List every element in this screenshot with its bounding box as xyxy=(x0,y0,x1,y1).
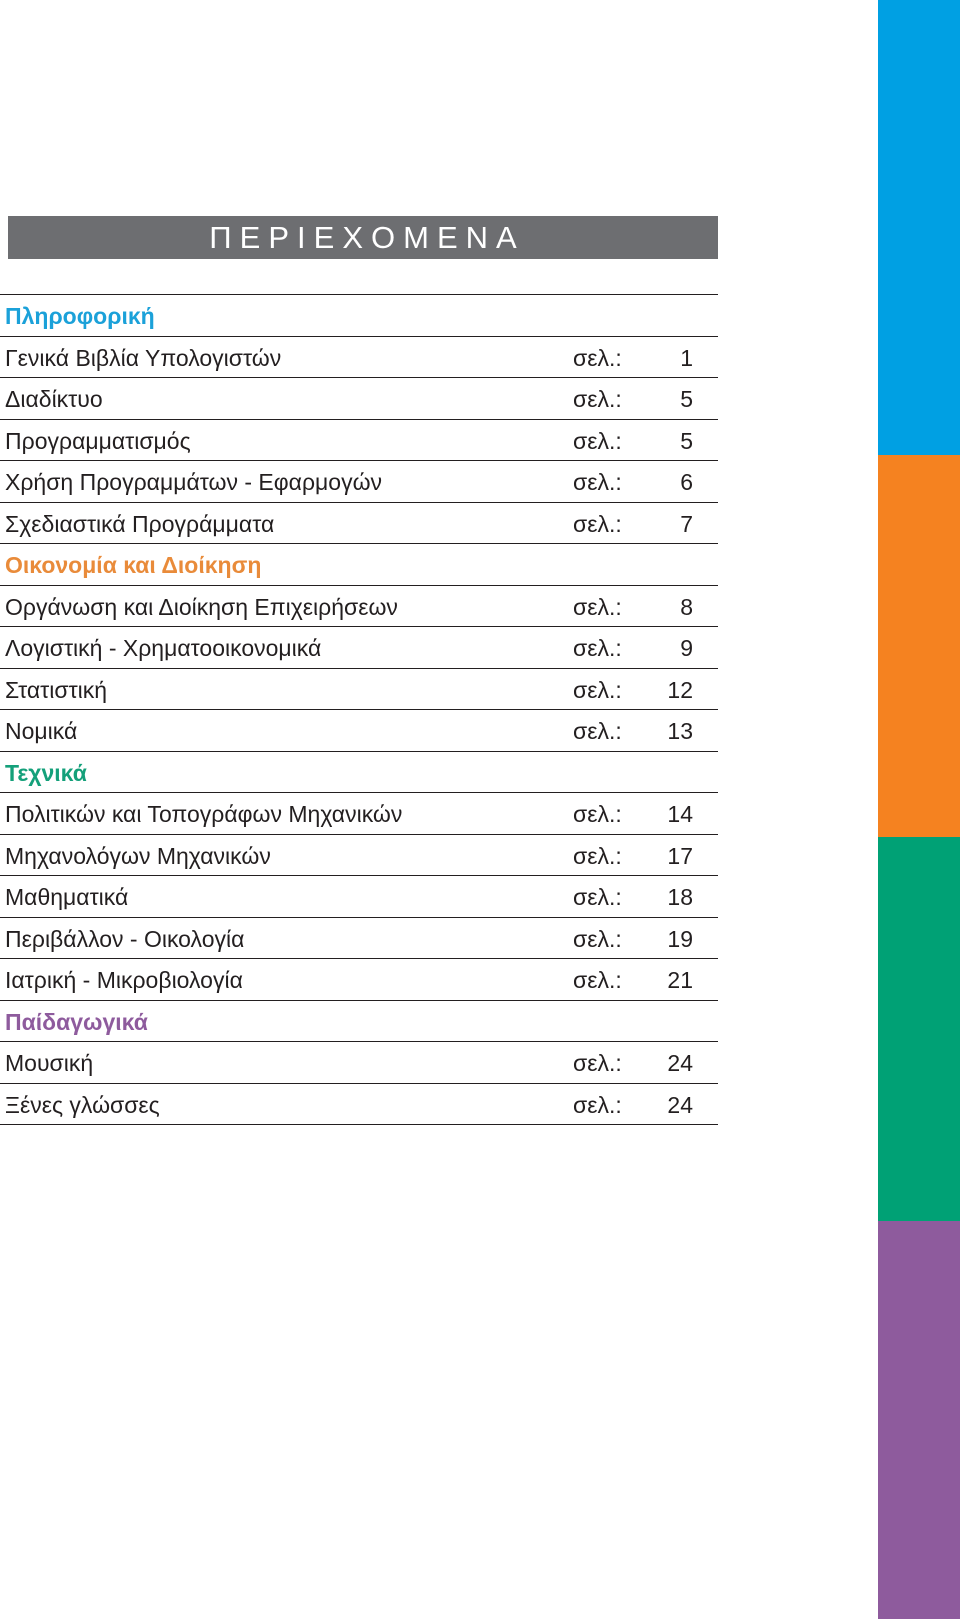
green-section-tab xyxy=(878,837,960,1221)
page-prefix: σελ.: xyxy=(573,427,622,454)
page-prefix: σελ.: xyxy=(573,718,622,744)
toc-entry-label: Νομικά xyxy=(5,718,78,744)
page-number: 18 xyxy=(667,884,693,910)
section-heading xyxy=(0,544,718,586)
page-prefix: σελ.: xyxy=(573,593,622,620)
page-number: 12 xyxy=(667,676,693,703)
page-prefix: σελ.: xyxy=(573,801,622,827)
toc-entry-label: Λογιστική - Χρηματοοικονομικά xyxy=(5,635,322,661)
page-prefix: σελ.: xyxy=(573,510,622,537)
page-prefix: σελ.: xyxy=(573,344,622,371)
section-heading-label: Τεχνικά xyxy=(5,759,87,786)
page-number: 5 xyxy=(680,427,693,454)
toc-entry-label: Μουσική xyxy=(5,1050,94,1076)
page-number: 19 xyxy=(667,925,693,952)
section-heading-label: Οικονομία και Διοίκηση xyxy=(5,552,262,578)
toc-entry[interactable] xyxy=(0,710,718,752)
page-number: 24 xyxy=(667,1091,693,1118)
page-number: 7 xyxy=(680,510,693,537)
toc-entry[interactable] xyxy=(0,1084,718,1126)
toc-entry-label: Μηχανολόγων Μηχανικών xyxy=(5,842,271,869)
toc-entry-label: Γενικά Βιβλία Υπολογιστών xyxy=(5,344,282,371)
toc-entry[interactable] xyxy=(0,918,718,960)
page-prefix: σελ.: xyxy=(573,1091,622,1118)
section-heading-label: Πληροφορική xyxy=(5,303,155,329)
toc-entry[interactable] xyxy=(0,835,718,877)
toc-entry-label: Προγραμματισμός xyxy=(5,427,191,454)
page-prefix: σελ.: xyxy=(573,386,622,412)
orange-section-tab xyxy=(878,455,960,837)
page-number: 21 xyxy=(667,967,693,993)
page-number: 1 xyxy=(680,344,693,371)
section-heading xyxy=(0,752,718,794)
page-prefix: σελ.: xyxy=(573,1050,622,1076)
toc-entry-label: Ξένες γλώσσες xyxy=(5,1091,160,1118)
page-number: 8 xyxy=(680,593,693,620)
toc-entry-label: Περιβάλλον - Οικολογία xyxy=(5,925,245,952)
page-number: 17 xyxy=(667,842,693,869)
toc-entry[interactable] xyxy=(0,793,718,835)
toc-entry[interactable] xyxy=(0,959,718,1001)
toc-entry-label: Σχεδιαστικά Προγράμματα xyxy=(5,510,275,537)
page-prefix: σελ.: xyxy=(573,676,622,703)
page-prefix: σελ.: xyxy=(573,884,622,910)
title-bar xyxy=(8,216,718,259)
toc-entry[interactable] xyxy=(0,378,718,420)
page-prefix: σελ.: xyxy=(573,925,622,952)
toc-entry[interactable] xyxy=(0,876,718,918)
page-number: 14 xyxy=(667,801,693,827)
color-tab-sidebar xyxy=(878,0,960,1619)
section-heading-label: Παίδαγωγικά xyxy=(5,1008,148,1035)
toc-entry-label: Ιατρική - Μικροβιολογία xyxy=(5,967,243,993)
page-prefix: σελ.: xyxy=(573,967,622,993)
toc-list xyxy=(0,294,718,1125)
page-prefix: σελ.: xyxy=(573,469,622,495)
page-number: 5 xyxy=(680,386,693,412)
page-number: 13 xyxy=(667,718,693,744)
toc-entry[interactable] xyxy=(0,627,718,669)
toc-entry[interactable] xyxy=(0,669,718,711)
toc-entry-label: Οργάνωση και Διοίκηση Επιχειρήσεων xyxy=(5,593,398,620)
toc-entry[interactable] xyxy=(0,1042,718,1084)
toc-entry[interactable] xyxy=(0,461,718,503)
toc-entry-label: Μαθηματικά xyxy=(5,884,129,910)
toc-entry-label: Χρήση Προγραμμάτων - Εφαρμογών xyxy=(5,469,383,495)
toc-entry[interactable] xyxy=(0,337,718,379)
page-prefix: σελ.: xyxy=(573,842,622,869)
page-title: ΠΕΡΙΕΧΟΜΕΝΑ xyxy=(209,219,525,255)
toc-entry-label: Διαδίκτυο xyxy=(5,386,103,412)
toc-entry[interactable] xyxy=(0,420,718,462)
toc-entry[interactable] xyxy=(0,586,718,628)
page-number: 24 xyxy=(667,1050,693,1076)
toc-entry[interactable] xyxy=(0,503,718,545)
blue-section-tab xyxy=(878,0,960,455)
toc-entry-label: Πολιτικών και Τοπογράφων Μηχανικών xyxy=(5,801,403,827)
section-heading xyxy=(0,295,718,337)
page-number: 6 xyxy=(680,469,693,495)
toc-entry-label: Στατιστική xyxy=(5,676,108,703)
page-prefix: σελ.: xyxy=(573,635,622,661)
page-number: 9 xyxy=(680,635,693,661)
section-heading xyxy=(0,1001,718,1043)
purple-section-tab xyxy=(878,1221,960,1619)
